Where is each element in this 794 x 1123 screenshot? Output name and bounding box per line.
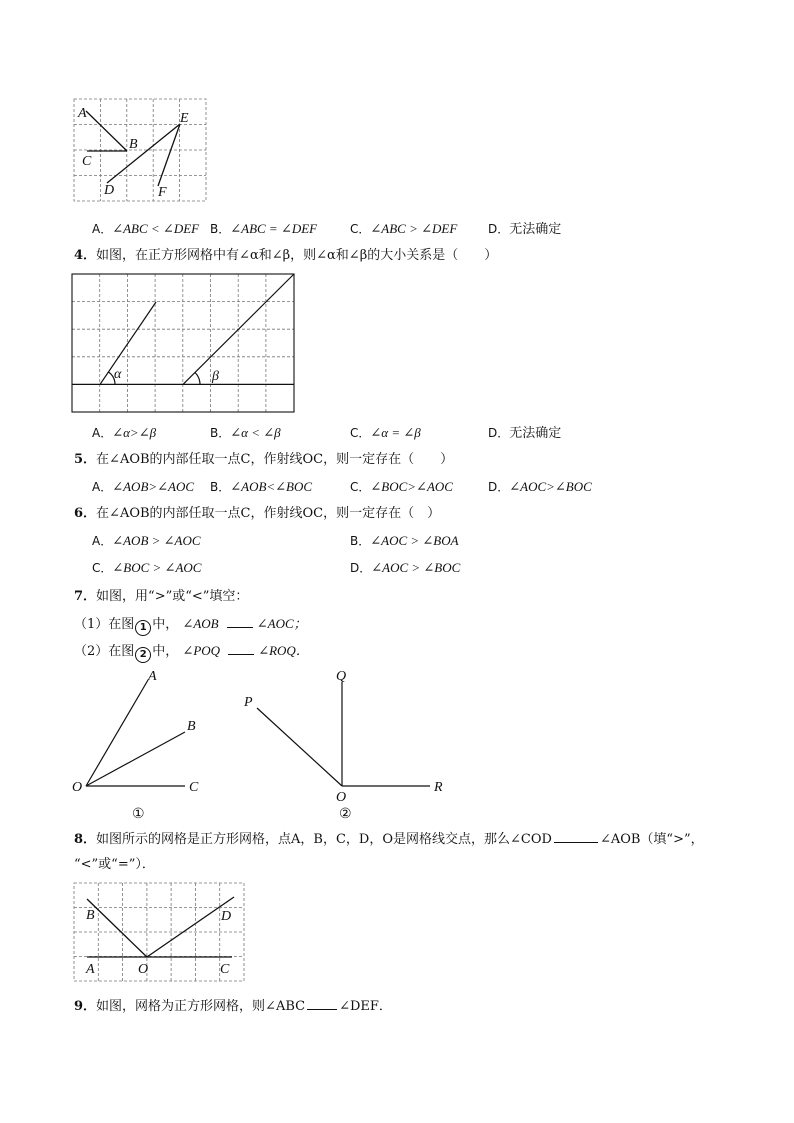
q5-option-a[interactable]: A．∠AOB>∠AOC [92, 479, 195, 494]
label-A: A [78, 106, 87, 121]
q3-option-a[interactable]: A．∠ABC < ∠DEF [92, 221, 200, 236]
ray-OP [257, 708, 342, 786]
label-O: O [72, 780, 83, 795]
q4-question: 4．如图，在正方形网格中有∠α和∠β，则∠α和∠β的大小关系是（ ） [74, 248, 498, 263]
q8-question-line2: “<”或“=”）． [74, 857, 155, 872]
q5-option-c[interactable]: C．∠BOC>∠AOC [350, 479, 453, 494]
fig2-caption: ② [339, 807, 352, 822]
q8-blank[interactable] [554, 830, 598, 843]
label-Q: Q [336, 669, 347, 684]
q5-option-d[interactable]: D．∠AOC>∠BOC [488, 479, 592, 494]
label-P: P [244, 695, 253, 710]
segment-AB [86, 111, 127, 151]
fig1-caption: ① [132, 807, 145, 822]
q4-option-d[interactable]: D．无法确定 [488, 426, 562, 441]
q7-blank-2[interactable] [228, 642, 254, 655]
q6-option-a[interactable]: A．∠AOB > ∠AOC [92, 533, 201, 548]
label-O: O [336, 790, 347, 805]
ray-OA [86, 680, 148, 786]
label-O: O [138, 962, 149, 977]
alpha-ray [100, 302, 156, 384]
q5-option-b[interactable]: B．∠AOB<∠BOC [210, 479, 313, 494]
beta-label: β [212, 369, 219, 384]
q7-blank-1[interactable] [227, 615, 253, 628]
label-A: A [148, 669, 157, 684]
label-B: B [86, 908, 95, 923]
q7-figure-1 [68, 668, 218, 823]
q4-figure [72, 274, 296, 414]
label-D: D [104, 183, 115, 198]
q4-option-c[interactable]: C．∠α = ∠β [350, 425, 421, 440]
beta-arc [195, 373, 200, 385]
label-D: D [221, 909, 232, 924]
label-B: B [187, 719, 196, 734]
q4-option-a[interactable]: A．∠α>∠β [92, 425, 157, 440]
q3-figure [74, 99, 208, 203]
q6-option-d[interactable]: D．∠AOC > ∠BOC [350, 560, 461, 575]
label-C: C [189, 780, 199, 795]
ray-OB [86, 732, 185, 786]
label-R: R [434, 780, 443, 795]
q7-figure-2 [240, 668, 450, 823]
q9-question: 9．如图，网格为正方形网格，则∠ABC ∠DEF． [74, 999, 392, 1014]
q7-part2: （2）在图 2 中， ∠POQ ∠ROQ． [74, 642, 309, 663]
q7-question: 7．如图，用“>”或“<”填空： [74, 589, 249, 604]
label-B: B [129, 137, 138, 152]
label-C: C [220, 962, 230, 977]
q8-question: 8．如图所示的网格是正方形网格，点A，B，C，D，O是网格线交点，那么∠COD ∠AOB（填“>”， [74, 832, 704, 847]
q4-option-b[interactable]: B．∠α < ∠β [210, 425, 281, 440]
label-A: A [86, 962, 95, 977]
q3-option-d[interactable]: D．无法确定 [488, 222, 562, 237]
q3-option-c[interactable]: C．∠ABC > ∠DEF [350, 221, 458, 236]
label-C: C [82, 154, 92, 169]
circle-1-icon: 1 [135, 620, 151, 636]
q6-question: 6．在∠AOB的内部任取一点C，作射线OC，则一定存在（ ） [74, 506, 441, 521]
label-E: E [180, 111, 189, 126]
alpha-label: α [114, 367, 122, 382]
q3-option-b[interactable]: B．∠ABC = ∠DEF [210, 221, 318, 236]
q6-option-b[interactable]: B．∠AOC > ∠BOA [350, 533, 459, 548]
q8-figure [74, 883, 246, 985]
q7-part1: （1）在图 1 中， ∠AOB ∠AOC； [74, 615, 307, 636]
q9-blank[interactable] [307, 997, 337, 1010]
q5-question: 5．在∠AOB的内部任取一点C，作射线OC，则一定存在（ ） [74, 452, 454, 467]
q6-option-c[interactable]: C．∠BOC > ∠AOC [92, 560, 202, 575]
label-F: F [158, 185, 167, 200]
segment-OD [147, 897, 234, 957]
circle-2-icon: 2 [135, 647, 151, 663]
